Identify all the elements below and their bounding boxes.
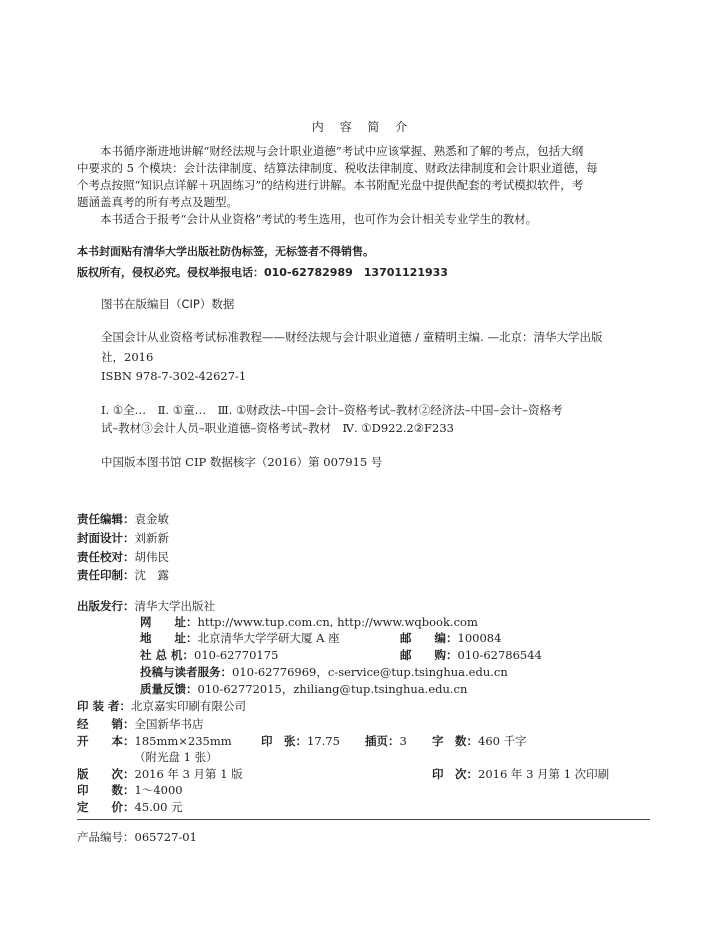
- postcode-row: [400, 630, 501, 646]
- staff-label: 封面设计：: [77, 531, 135, 545]
- staff-row: [77, 511, 169, 527]
- staff-value: 刘新新: [134, 531, 169, 545]
- web-label: 网 址：: [140, 615, 198, 629]
- format-label: 开 本：: [77, 734, 135, 748]
- intro-line: 本书循序渐进地讲解“财经法规与会计职业道德”考试中应该掌握、熟悉和了解的考点，包括大纲: [100, 144, 584, 158]
- cip-isbn: ISBN 978-7-302-42627-1: [101, 369, 247, 383]
- staff-row: [77, 549, 169, 565]
- print-run-value: 1～4000: [134, 783, 183, 797]
- page-title: 内 容 简 介: [311, 120, 414, 134]
- impression-value: 2016 年 3 月第 1 次印刷: [478, 767, 610, 781]
- quality-feedback-value: 010-62772015，zhiliang@tup.tsinghua.edu.cn: [197, 682, 468, 696]
- distributor-label: 经 销：: [77, 717, 135, 731]
- product-code-label: 产品编号：: [77, 830, 135, 844]
- staff-label: 责任校对：: [77, 550, 135, 564]
- reader-service-label: 投稿与读者服务：: [140, 665, 232, 679]
- distributor-value: 全国新华书店: [134, 717, 204, 731]
- quality-feedback-row: [140, 681, 467, 697]
- plates-value: 3: [399, 734, 407, 748]
- publisher-web-row: [140, 614, 478, 630]
- switchboard-label: 社 总 机：: [140, 648, 195, 662]
- price-row: [77, 799, 183, 815]
- printer-label: 印 装 者：: [77, 699, 132, 713]
- format-row: [77, 733, 232, 749]
- print-run-label: 印 数：: [77, 783, 135, 797]
- word-count-label: 字 数：: [432, 734, 478, 748]
- plates-label: 插页：: [365, 734, 400, 748]
- postcode-label: 邮 编：: [400, 631, 458, 645]
- staff-value: 胡伟民: [134, 550, 169, 564]
- print-run-row: [77, 782, 183, 798]
- cip-heading: 图书在版编目（CIP）数据: [101, 297, 235, 311]
- address-label: 地 址：: [140, 631, 198, 645]
- price-label: 定 价：: [77, 800, 135, 814]
- cip-subjects-line-2: 试–教材③会计人员–职业道德–资格考试–教材 Ⅳ. ①D922.2②F233: [101, 421, 454, 435]
- staff-row: [77, 567, 169, 583]
- price-value: 45.00 元: [134, 800, 183, 814]
- impression-row: [432, 766, 609, 782]
- edition-label: 版 次：: [77, 767, 135, 781]
- printer-value: 北京嘉实印刷有限公司: [131, 699, 247, 713]
- copyright-notice: 版权所有，侵权必究。侵权举报电话：010-62782989 13701121933: [77, 266, 448, 279]
- switchboard-row: [140, 647, 278, 663]
- cip-entry-line-1: 全国会计从业资格考试标准教程——财经法规与会计职业道德 / 童精明主编. —北京：清华大学出版: [101, 330, 603, 344]
- intro-line: 题涵盖真考的所有考点及题型。: [77, 195, 238, 209]
- intro-paragraph-2: 本书适合于报考“会计从业资格”考试的考生选用，也可作为会计相关专业学生的教材。: [100, 212, 538, 226]
- address-value: 北京清华大学学研大厦 A 座: [197, 631, 340, 645]
- intro-paragraph-1: [77, 143, 652, 211]
- printer-row: [77, 698, 246, 714]
- reader-service-row: [140, 664, 508, 680]
- intro-line: 个考点按照“知识点详解＋巩固练习”的结构进行讲解。本书附配光盘中提供配套的考试模拟软件，考: [77, 178, 584, 192]
- sheets-value: 17.75: [307, 734, 340, 748]
- web-value: http://www.tup.com.cn, http://www.wqbook.com: [197, 615, 478, 629]
- mail-order-row: [400, 647, 542, 663]
- format-value: 185mm×235mm: [134, 734, 232, 748]
- mail-order-label: 邮 购：: [400, 648, 458, 662]
- edition-value: 2016 年 3 月第 1 版: [134, 767, 243, 781]
- switchboard-value: 010-62770175: [194, 648, 279, 662]
- reader-service-value: 010-62776969，c-service@tup.tsinghua.edu.cn: [232, 665, 508, 679]
- product-code-row: [77, 829, 197, 845]
- staff-value: 沈 露: [134, 568, 169, 582]
- word-count-row: [432, 733, 527, 749]
- mail-order-value: 010-62786544: [457, 648, 542, 662]
- sheets-row: [261, 733, 340, 749]
- divider: [77, 819, 650, 820]
- word-count-value: 460 千字: [478, 734, 527, 748]
- disc-note: （附光盘 1 张）: [134, 750, 218, 764]
- publisher-name: 清华大学出版社: [134, 599, 215, 613]
- sheets-label: 印 张：: [261, 734, 307, 748]
- cip-entry-line-2: 社，2016: [101, 350, 154, 364]
- publisher-label: 出版发行：: [77, 599, 135, 613]
- publisher-address-row: [140, 630, 340, 646]
- postcode-value: 100084: [457, 631, 502, 645]
- staff-label: 责任印制：: [77, 568, 135, 582]
- cip-core-data: 中国版本图书馆 CIP 数据核字（2016）第 007915 号: [101, 455, 383, 469]
- product-code-value: 065727-01: [134, 830, 197, 844]
- plates-row: [365, 733, 407, 749]
- staff-row: [77, 530, 169, 546]
- edition-row: [77, 766, 243, 782]
- cip-subjects-line-1: Ⅰ. ①全… Ⅱ. ①童… Ⅲ. ①财政法–中国–会计–资格考试–教材②经济法–中国–会计–资格考: [101, 403, 563, 417]
- intro-line: 中要求的 5 个模块：会计法律制度、结算法律制度、税收法律制度、财政法律制度和会计职业道德，每: [77, 161, 598, 175]
- publisher-row: [77, 598, 215, 614]
- anti-counterfeit-notice: 本书封面贴有清华大学出版社防伪标签，无标签者不得销售。: [77, 245, 374, 258]
- quality-feedback-label: 质量反馈：: [140, 682, 198, 696]
- staff-label: 责任编辑：: [77, 512, 135, 526]
- impression-label: 印 次：: [432, 767, 478, 781]
- distributor-row: [77, 716, 204, 732]
- staff-value: 袁金敏: [134, 512, 169, 526]
